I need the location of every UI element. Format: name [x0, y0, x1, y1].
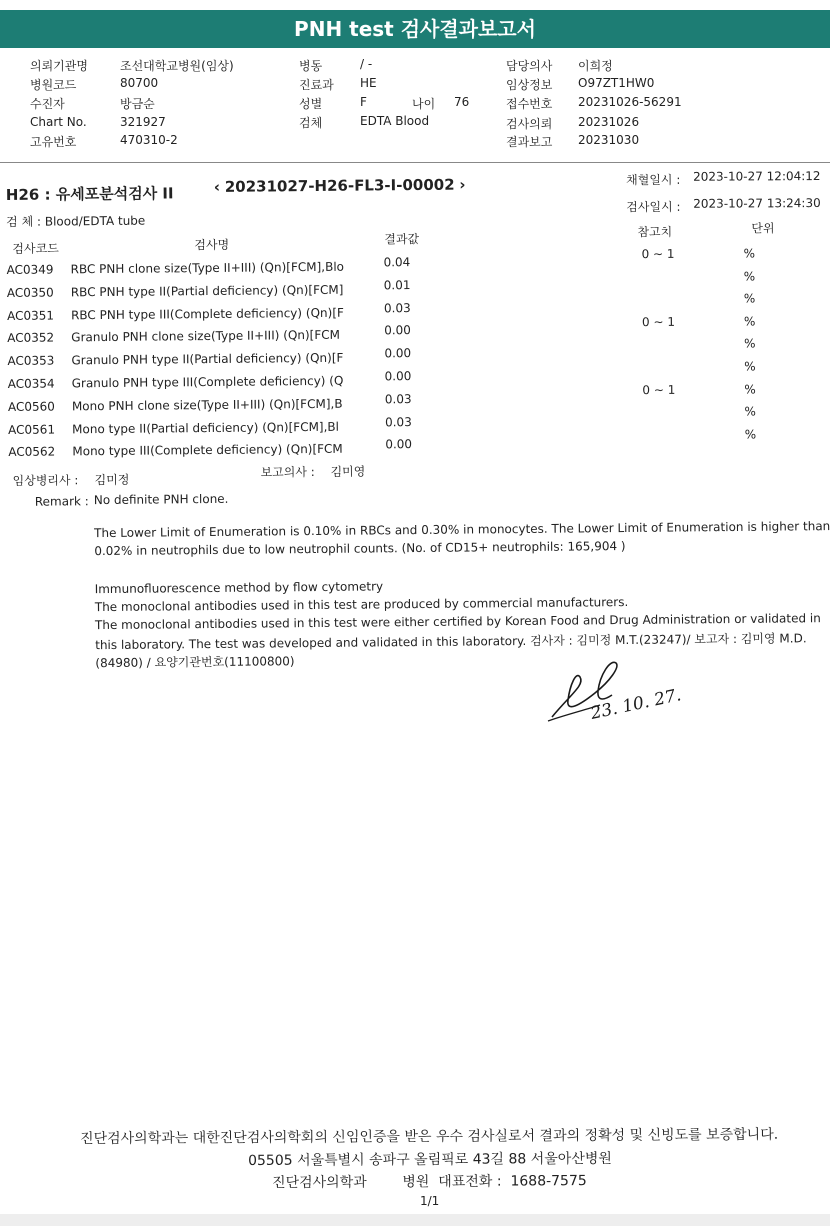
reporting-doctor-name: 김미영	[330, 464, 366, 479]
method-note-line: (84980) / 요양기관번호(11100800)	[95, 654, 295, 671]
lle-note-line: The Lower Limit of Enumeration is 0.10% in RBCs and 0.30% in monocytes. The Lower Limit of Enumeration is higher than	[94, 519, 830, 541]
test-result: 0.01	[383, 277, 411, 293]
test-result: 0.03	[385, 414, 412, 429]
header-label: 결과보고	[506, 135, 553, 149]
test-name: Mono type III(Complete deficiency) (Qn)[FCM	[72, 442, 343, 459]
method-note-line: this laboratory. The test was developed and validated in this laboratory. 검사자 : 김미정 M.T.(23247)/ 보고자 : 김미영 M.D.	[95, 631, 807, 653]
header-value: 이희정	[578, 59, 613, 73]
footer-certification: 진단검사의학과는 대한진단검사의학회의 신임인증을 받은 우수 검사실로서 결과의 정확성 및 신빙도를 보증합니다.	[80, 1126, 779, 1147]
header-value: 20231030	[578, 133, 640, 147]
accession-number: 20231027-H26-FL3-I-00002	[224, 175, 455, 196]
header-label: 병원코드	[30, 78, 77, 92]
header-label: 병동	[299, 59, 323, 73]
report-title: PNH test 검사결과보고서	[0, 10, 830, 48]
reference-range: 0 ~ 1	[642, 382, 676, 397]
test-result: 0.03	[383, 300, 411, 315]
test-code: AC0353	[7, 353, 55, 369]
header-value: EDTA Blood	[360, 114, 430, 128]
header-label: 고유번호	[30, 135, 77, 149]
header-label: 담당의사	[506, 59, 553, 73]
chevron-right-icon[interactable]: ›	[459, 175, 466, 194]
test-name: RBC PNH type II(Partial deficiency) (Qn)[FCM]	[70, 282, 344, 300]
unit: %	[743, 314, 756, 329]
test-code: AC0560	[7, 399, 55, 414]
col-header-code: 검사코드	[12, 241, 59, 256]
test-name: Mono type II(Partial deficiency) (Qn)[FCM],Bl	[72, 419, 340, 436]
unit: %	[743, 246, 756, 261]
clinical-pathologist-label: 임상병리사 :	[12, 473, 79, 488]
test-result: 0.00	[384, 369, 412, 384]
test-name: Mono PNH clone size(Type II+III) (Qn)[FCM],B	[71, 396, 343, 414]
col-header-name: 검사명	[194, 237, 230, 253]
test-code: AC0561	[8, 422, 56, 437]
test-code: AC0352	[7, 330, 55, 346]
header-value: 470310-2	[120, 133, 178, 147]
unit: %	[744, 336, 756, 351]
header-label: 진료과	[299, 78, 334, 92]
collect-time-value: 2023-10-27 12:04:12	[693, 168, 821, 184]
section-title: H26 : 유세포분석검사 II	[5, 184, 174, 204]
test-name: RBC PNH clone size(Type II+III) (Qn)[FCM],Blo	[70, 259, 345, 277]
header-label: 접수번호	[506, 97, 553, 111]
header-value: HE	[360, 76, 377, 90]
header-value: O97ZT1HW0	[578, 76, 655, 90]
test-code: AC0349	[6, 262, 54, 277]
reference-range: 0 ~ 1	[641, 314, 675, 329]
header-label: 성별	[299, 97, 323, 111]
test-name: RBC PNH type III(Complete deficiency) (Qn)[F	[70, 305, 344, 322]
handwritten-signature	[540, 655, 720, 735]
footer-address: 05505 서울특별시 송파구 올림픽로 43길 88 서울아산병원	[248, 1150, 612, 1169]
signature-date: 23. 10. 27.	[588, 685, 683, 724]
reference-range: 0 ~ 1	[641, 246, 675, 262]
header-value: 20231026	[578, 115, 640, 129]
unit: %	[744, 427, 757, 442]
method-note-line: Immunofluorescence method by flow cytometry	[94, 579, 384, 597]
footer-contact: 진단검사의학과 병원 대표전화 : 1688-7575	[272, 1173, 587, 1191]
test-result: 0.00	[385, 437, 413, 452]
test-result: 0.00	[384, 323, 411, 338]
method-note-line: The monoclonal antibodies used in this test are produced by commercial manufacturers.	[94, 594, 629, 615]
unit: %	[744, 359, 756, 374]
lle-note-line: 0.02% in neutrophils due to low neutrophil counts. (No. of CD15+ neutrophils: 165,904 )	[94, 539, 626, 559]
remark-text: No definite PNH clone.	[93, 491, 229, 508]
header-value: / -	[360, 57, 373, 71]
col-header-unit: 단위	[751, 221, 775, 236]
header-label: 임상정보	[506, 78, 553, 92]
test-code: AC0350	[6, 285, 54, 300]
header-value: 조선대학교병원(임상)	[120, 59, 234, 73]
reporting-doctor-label: 보고의사 :	[260, 465, 315, 480]
collect-time-label: 채혈일시 :	[626, 172, 681, 188]
test-result: 0.00	[384, 346, 412, 361]
col-header-ref: 참고치	[637, 224, 673, 240]
age-label: 나이	[412, 97, 436, 111]
header-label: 의뢰기관명	[30, 59, 88, 73]
unit: %	[743, 268, 756, 284]
test-code: AC0354	[7, 376, 55, 391]
unit: %	[744, 381, 756, 397]
method-note-line: The monoclonal antibodies used in this test were either certified by Korean Food and Drug Administration or validated in	[94, 611, 821, 633]
col-header-result: 결과값	[384, 231, 420, 247]
test-name: Granulo PNH type III(Complete deficiency) (Q	[71, 373, 344, 391]
test-time-value: 2023-10-27 13:24:30	[693, 195, 821, 211]
header-label: Chart No.	[30, 115, 87, 129]
header-label: 검체	[299, 116, 323, 130]
unit: %	[744, 404, 756, 419]
clinical-pathologist-name: 김미정	[94, 472, 130, 488]
header-label: 수진자	[30, 97, 65, 111]
test-result: 0.03	[384, 391, 412, 407]
age-value: 76	[454, 95, 470, 109]
chevron-left-icon[interactable]: ‹	[213, 177, 221, 196]
header-value: 80700	[120, 76, 159, 90]
test-result: 0.04	[383, 255, 411, 270]
remark-label: Remark :	[34, 494, 89, 509]
unit: %	[743, 291, 756, 306]
header-value: 321927	[120, 115, 166, 129]
header-value: 20231026-56291	[578, 95, 682, 109]
header-value: F	[360, 95, 367, 109]
bottom-bar	[0, 1214, 830, 1226]
page-number: 1/1	[420, 1194, 440, 1208]
header-label: 검사의뢰	[506, 117, 553, 131]
test-code: AC0562	[8, 444, 56, 460]
test-time-label: 검사일시 :	[626, 199, 681, 215]
specimen-line: 검 체 : Blood/EDTA tube	[6, 213, 146, 229]
test-name: Granulo PNH clone size(Type II+III) (Qn)[FCM	[71, 328, 341, 345]
test-code: AC0351	[6, 308, 55, 323]
test-name: Granulo PNH type II(Partial deficiency) (Qn)[F	[71, 350, 344, 368]
header-value: 방금순	[120, 97, 155, 111]
